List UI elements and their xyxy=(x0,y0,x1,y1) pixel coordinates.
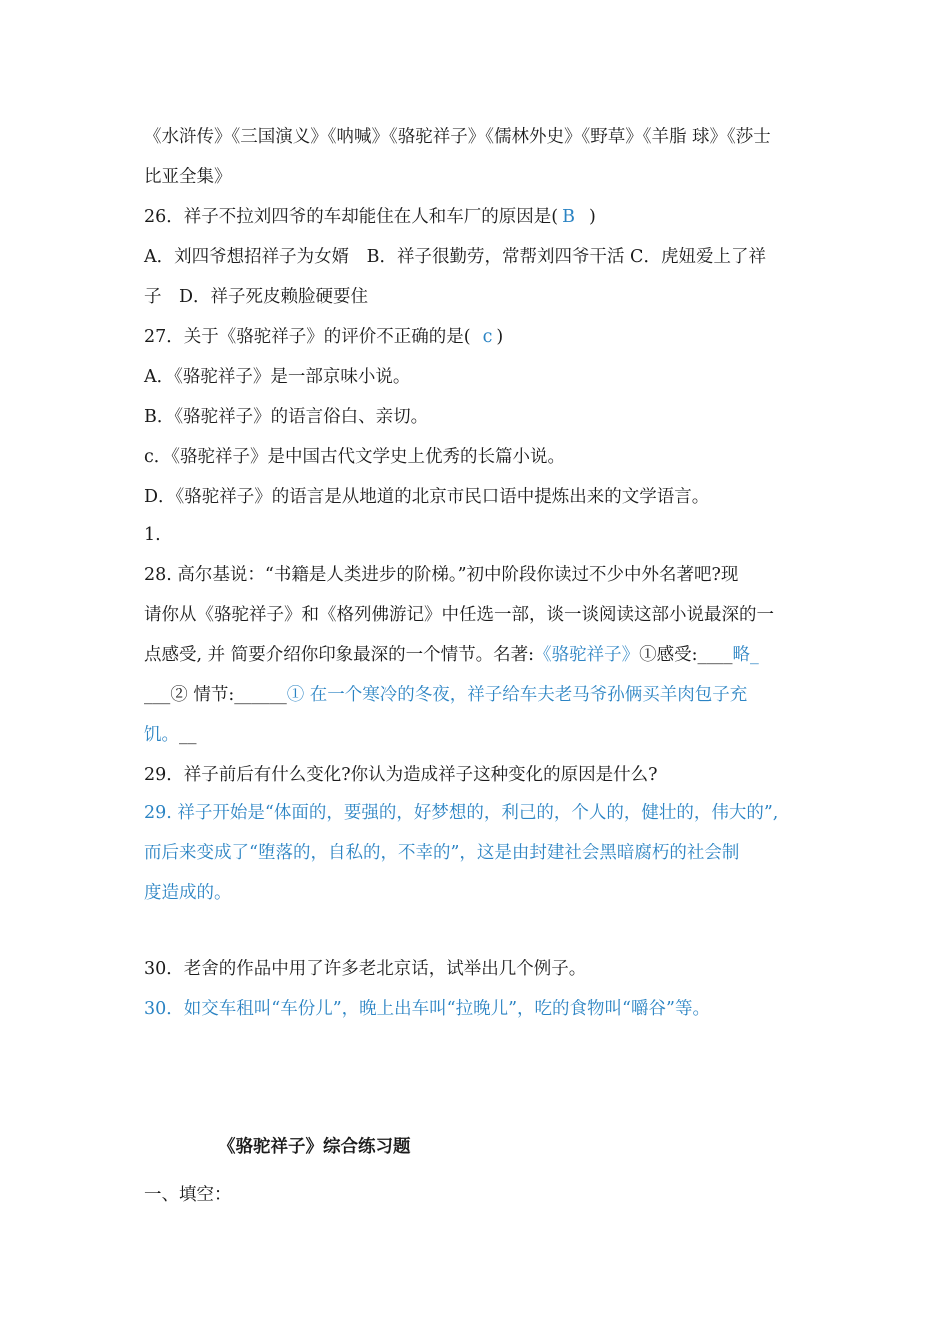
question-28-line-2: 请你从《骆驼祥子》和《格列佛游记》中任选一部，谈一谈阅读这部小说最深的一 xyxy=(144,605,774,625)
question-28-blank: __ xyxy=(179,725,197,745)
question-28-line-3 xyxy=(144,643,759,667)
question-26-answer: B xyxy=(562,207,575,227)
question-28-plot-label: ___② 情节:______ xyxy=(144,685,287,705)
question-27-answer: c xyxy=(482,327,493,347)
question-27-option-b: B．《骆驼祥子》的语言俗白、亲切。 xyxy=(144,407,429,427)
question-27 xyxy=(144,325,503,349)
question-28-feeling-answer: 略_ xyxy=(732,645,759,665)
answer-29-line-2: 而后来变成了“堕落的，自私的，不幸的”，这是由封建社会黑暗腐朽的社会制 xyxy=(144,843,740,863)
book-list-line-2: 比亚全集》 xyxy=(144,167,232,187)
question-30: 30．老舍的作品中用了许多老北京话，试举出几个例子。 xyxy=(144,959,587,979)
question-28-prompt: 点感受, 并 简要介绍你印象最深的一个情节。名著: xyxy=(144,645,535,665)
question-27-option-c: c．《骆驼祥子》是中国古代文学史上优秀的长篇小说。 xyxy=(144,447,566,467)
question-29: 29．祥子前后有什么变化?你认为造成祥子这种变化的原因是什么? xyxy=(144,765,658,785)
question-28-plot-answer-end: 饥。 xyxy=(144,725,179,745)
question-27-option-d: D．《骆驼祥子》的语言是从地道的北京市民口语中提炼出来的文学语言。 xyxy=(144,487,710,507)
question-26-close: ) xyxy=(588,207,596,227)
answer-29-line-1: 29. 祥子开始是“体面的，要强的，好梦想的，利己的，个人的，健壮的，伟大的”, xyxy=(144,803,779,823)
section-title: 《骆驼祥子》综合练习题 xyxy=(218,1137,411,1157)
question-28-line-5 xyxy=(144,723,197,747)
answer-30: 30．如交车租叫“车份儿”，晚上出车叫“拉晚儿”，吃的食物叫“嚼谷”等。 xyxy=(144,999,710,1019)
answer-29-line-3: 度造成的。 xyxy=(144,883,232,903)
item-number-1: 1. xyxy=(144,525,161,545)
question-28-line-4 xyxy=(144,683,747,707)
book-list-line-1: 《水浒传》《三国演义》《呐喊》《骆驼祥子》《儒林外史》《野草》《羊脂 球》《莎士 xyxy=(144,127,771,147)
question-27-close: ) xyxy=(496,327,504,347)
question-26-text: 26．祥子不拉刘四爷的车却能住在人和车厂的原因是( xyxy=(144,207,559,227)
question-28-feeling-label: ①感受:____ xyxy=(639,645,733,665)
section-subheading: 一、填空： xyxy=(144,1185,232,1205)
question-26 xyxy=(144,205,596,229)
question-26-options-line-2: 子 D．祥子死皮赖脸硬要住 xyxy=(144,287,369,307)
question-27-text: 27．关于《骆驼祥子》的评价不正确的是( xyxy=(144,327,471,347)
question-28-plot-answer: ① 在一个寒冷的冬夜，祥子给车夫老马爷孙俩买羊肉包子充 xyxy=(286,685,748,705)
question-28-book-answer: 《骆驼祥子》 xyxy=(534,645,640,665)
question-28-line-1: 28. 高尔基说：“书籍是人类进步的阶梯。”初中阶段你读过不少中外名著吧?现 xyxy=(144,565,739,585)
question-27-option-a: A．《骆驼祥子》是一部京味小说。 xyxy=(144,367,411,387)
question-26-options-line-1: A．刘四爷想招祥子为女婿 B．祥子很勤劳，常帮刘四爷干活 C．虎妞爱上了祥 xyxy=(144,247,766,267)
